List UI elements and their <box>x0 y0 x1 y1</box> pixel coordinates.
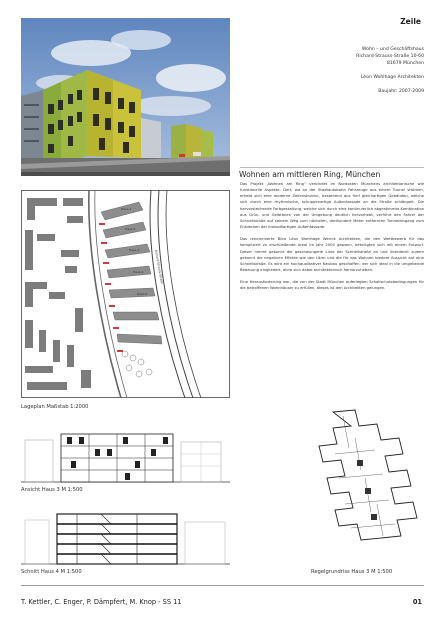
floor-plan-drawing <box>305 408 424 564</box>
building-photo <box>21 18 230 176</box>
article-title: Wohnen am mittleren Ring, München <box>239 170 381 179</box>
site-plan-caption: Lageplan Maßstab 1:2000 <box>21 404 89 410</box>
house-label: Haus 2 <box>125 227 136 231</box>
paragraph: Das Projekt „Wohnen am Ring“ verbindet im Nordosten Münchens architektonische wie funktionelle Aspekte. Dort, wo an der Stadtautobahn Fahrzeuge aus einem Tunnel strömen, erhebt sich eine moderne Zeilenstruktur, bestehend aus fünf gleichartigen Gebäuden, welche sich durch eine rhythmische, schuppenartige Außenfassade an die Straße schlängelt. Die hervorstechende Farbgestaltung, welche sich durch eine kontinuierlich abgestimmte Kombination aus Grün- und Gelbtönen von der Umgebung deutlich hervorhebt, verführt den Fahrer der Schnellstraße auf seinem Weg zum nächsten, dreihundert Meter entfernten Tunneleingang zum Entdecken der krokodilartigen Außenfassade. <box>240 182 424 230</box>
project-type: Wohn – und Geschäftshaus <box>361 47 424 52</box>
project-city: 81679 München <box>386 61 424 66</box>
project-architect: Léon Wohlhage Architekten <box>360 75 424 80</box>
elevation-drawing <box>21 426 230 484</box>
project-info <box>240 46 424 95</box>
house-label: Haus 4 <box>133 270 144 274</box>
page-number: 01 <box>412 598 422 606</box>
project-address: Richard-Strauss-Straße 10-60 <box>356 54 424 59</box>
section-kicker: Zeile <box>400 17 421 26</box>
section-drawing <box>21 508 230 566</box>
article-body <box>240 181 424 298</box>
paragraph: Das renommierte Büro Léon Wohlhage Wernik Architekten, die den Wettbewerb für das kompliziert zu erschließende Areal im Jahr 2004 gewann, beteiligten sich mit einem Entwurf. Dieser nimmt gekonnt die geschwungene Linie der Schnellstraße an und überdeckt zudem gekonnt die negativen Effekte wie den Lärm und die für das Wohnen biedere Aussicht auf eine Schnellstraße. Es wird ein hochqualitativer Neubau geschaffen, der sich ideal in die umgebende Bebauung eingliedert, ohne sich dabei architektonisch hervorzuheben. <box>240 237 424 273</box>
elevation-caption: Ansicht Haus 3 M 1:500 <box>21 487 83 493</box>
street-label: Richard-Strauss-Straße <box>154 249 164 285</box>
section-caption: Schnitt Haus 4 M 1:500 <box>21 569 82 575</box>
authors: T. Kettler, C. Enger, P. Dämpfert, M. Knop - SS 11 <box>21 598 182 606</box>
floor-plan-caption: Regelgrundriss Haus 3 M 1:500 <box>311 569 393 575</box>
house-label: Haus 5 <box>137 292 148 296</box>
footer-divider <box>21 585 424 586</box>
house-label: Haus 1 <box>121 207 132 211</box>
site-plan <box>21 190 230 398</box>
project-build-period: Baujahr: 2007-2009 <box>378 89 424 94</box>
house-label: Haus 3 <box>129 248 140 252</box>
paragraph: Eine Herausforderung war, die von der Stadt München auferlegten Schallschutzbedingungen für die betroffenen Wohnhäuser zu erfüllen, dieses ist den Architekten gelungen. <box>240 280 424 291</box>
divider <box>240 167 424 168</box>
